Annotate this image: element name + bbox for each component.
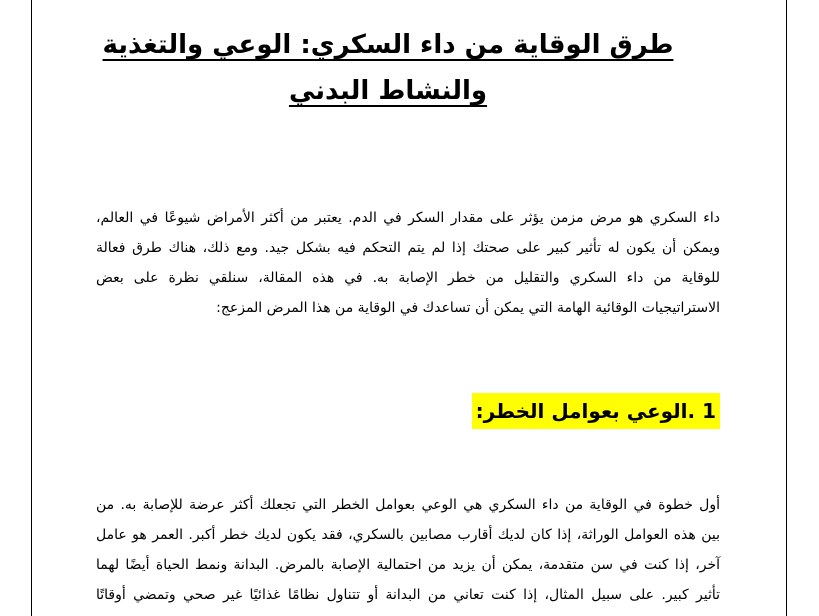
intro-line: الاستراتيجيات الوقائية الهامة التي يمكن أن تساعدك في الوقاية من هذا المرض المزعج: <box>216 300 720 316</box>
intro-line: ويمكن أن يكون له تأثير كبير على صحتك إذا لم يتم التحكم فيه بشكل جيد. ومع ذلك، هناك طرق فعالة <box>96 240 720 256</box>
section-line: بين هذه العوامل الوراثة، إذا كان لديك أقارب مصابين بالسكري، فقد يكون لديك خطر أكبر. العمر هو عامل <box>96 527 720 543</box>
intro-paragraph <box>96 203 720 323</box>
page-right-border <box>786 0 787 616</box>
section-line: تأثير كبير. على سبيل المثال، إذا كنت تعاني من البدانة أو تتناول نظامًا غذائيًا غير صحي وتمضي أوقاتًا <box>96 587 720 603</box>
page-left-border <box>31 0 32 616</box>
section-paragraph-risk-awareness <box>96 490 720 610</box>
section-line: أول خطوة في الوقاية من داء السكري هي الوعي بعوامل الخطر التي تجعلك أكثر عرضة للإصابة به. من <box>96 497 720 513</box>
document-title <box>60 22 716 114</box>
intro-line: داء السكري هو مرض مزمن يؤثر على مقدار السكر في الدم. يعتبر من أكثر الأمراض شيوعًا في العالم، <box>96 210 720 226</box>
document-title-text: طرق الوقاية من داء السكري: الوعي والتغذية والنشاط البدني <box>102 30 674 106</box>
section-line: آخر، إذا كنت في سن متقدمة، يمكن أن يزيد من احتمالية الإصابة بالمرض. البدانة ونمط الحياة أيضًا لهما <box>96 557 720 573</box>
intro-line: للوقاية من داء السكري والتقليل من خطر الإصابة به. في هذه المقالة، سنلقي نظرة على بعض <box>96 270 720 286</box>
section-heading-risk-awareness: 1 .الوعي بعوامل الخطر: <box>472 393 720 429</box>
